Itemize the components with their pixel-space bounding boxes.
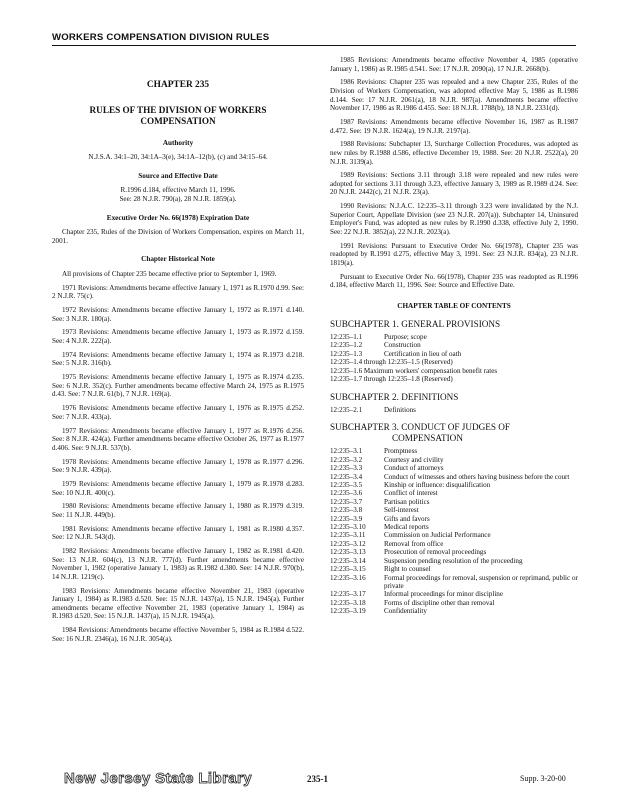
toc-section-title: Partisan politics (384, 497, 430, 506)
toc-row[interactable] (330, 498, 578, 506)
subchapter-heading: SUBCHAPTER 1. GENERAL PROVISIONS (330, 318, 501, 329)
subchapter-heading: SUBCHAPTER 2. DEFINITIONS (330, 391, 459, 402)
authority-text: N.J.S.A. 34:1–20, 34:1A–3(e), 34:1A–12(b), (c) and 34:15–64. (88, 153, 268, 162)
toc-section-number: 12:235–3.5 (330, 481, 363, 490)
toc-row[interactable]: 12:235–1.6 Maximum workers' compensation benefit rates (330, 366, 498, 375)
toc-section-number: 12:235–3.1 (330, 447, 363, 456)
toc-section-title: Forms of discipline other than removal (384, 598, 495, 607)
history-paragraph: 1971 Revisions: Amendments became effective January 1, 1971 as R.1970 d.99. See: 2 N.J.R. 75(c). (52, 283, 304, 301)
toc-list (330, 333, 578, 383)
toc-section-title: Definitions (384, 406, 416, 414)
toc-row[interactable] (330, 506, 578, 514)
toc-section-number: 12:235–3.6 (330, 489, 363, 498)
toc-section-number: 12:235–3.12 (330, 539, 366, 548)
toc-row[interactable] (330, 607, 578, 615)
history-paragraph: 1986 Revisions: Chapter 235 was repealed and a new Chapter 235, Rules of the Division of Workers Compensation, was adopted effective May 5, 1986 as R.1986 d.144. See: 17 N.J.R. 2061(a), 18 N.J.R. 987(a). Amendments became effective November 17, 1986 as R.1986 d.455. See: 18 N.J.R. 1788(b), 18 N.J.R. 2331(d). (330, 78, 578, 113)
source-heading: Source and Effective Date (138, 171, 218, 180)
history-paragraph: 1988 Revisions: Subchapter 13, Surcharge Collection Procedures, was adopted as new rules by R.1988 d.586, effective December 19, 1988. See: 20 N.J.R. 2522(a), 20 N.J.R. 3139(a). (330, 140, 578, 166)
subchapter-heading: SUBCHAPTER 3. CONDUCT OF JUDGES OF (330, 422, 511, 433)
history-paragraph: 1980 Revisions: Amendments became effective January 1, 1980 as R.1979 d.319. See: 11 N.J.R. 449(b). (52, 502, 304, 519)
toc-section-title: Conflict of interest (384, 489, 438, 498)
toc-row[interactable] (330, 565, 578, 573)
toc-row[interactable] (330, 406, 578, 414)
history-paragraph: 1974 Revisions: Amendments became effective January 1, 1974 as R.1973 d.218. See: 5 N.J.R. 316(b). (52, 350, 304, 368)
toc-section-number: 12:235–3.7 (330, 497, 363, 506)
toc-row[interactable] (330, 531, 578, 539)
history-paragraph: Pursuant to Executive Order No. 66(1978), Chapter 235 was readopted as R.1996 d.184, effective March 11, 1996. See: Source and Effective Date. (330, 272, 578, 290)
toc-section-number: 12:235–1.2 (330, 341, 363, 350)
history-paragraph: 1973 Revisions: Amendments became effective January 1, 1973 as R.1972 d.159. See: 4 N.J.R. 222(a). (52, 328, 304, 346)
chapter-title: CHAPTER 235 (146, 80, 210, 90)
toc-row[interactable]: 12:235–1.7 through 12:235–1.8 (Reserved) (330, 375, 453, 384)
history-paragraph: 1984 Revisions: Amendments became effective November 5, 1984 as R.1984 d.522. See: 16 N.J.R. 2346(a), 16 N.J.R. 3054(a). (52, 626, 304, 643)
toc-row[interactable] (330, 590, 578, 598)
toc-row[interactable] (330, 464, 578, 472)
toc-section-title: Commission on Judicial Performance (384, 531, 491, 540)
toc-section-number: 12:235–3.3 (330, 464, 363, 473)
toc-section-number: 12:235–3.13 (330, 548, 366, 557)
history-paragraph: 1979 Revisions: Amendments became effective January 1, 1979 as R.1978 d.283. See: 10 N.J.R. 400(c). (52, 479, 304, 497)
history-paragraph: 1987 Revisions: Amendments became effective November 16, 1987 as R.1987 d.472. See: 19 N.J.R. 1624(a), 19 N.J.R. 2197(a). (330, 117, 578, 135)
toc-section-title: Conduct of attorneys (384, 464, 444, 473)
toc-section-number: 12:235–3.10 (330, 523, 366, 532)
toc-section-title: Suspension pending resolution of the proceeding (384, 556, 523, 565)
toc-row[interactable] (330, 548, 578, 556)
toc-section-title: Informal proceedings for minor discipline (384, 590, 503, 599)
toc-row[interactable] (330, 350, 578, 358)
exec-order-heading: Executive Order No. 66(1978) Expiration Date (106, 213, 250, 222)
toc-row[interactable] (330, 540, 578, 548)
toc-section-number: 12:235–3.4 (330, 472, 363, 481)
history-paragraph: 1975 Revisions: Amendments became effective January 1, 1975 as R.1974 d.235. See: 6 N.J.R. 352(c). Further amendments became effective March 24, 1975 as R.1975 d.43. See: 7 N.J.R. 61(b), 7 N.J.R. 169(a). (52, 373, 304, 399)
toc-row[interactable] (330, 447, 578, 455)
toc-row[interactable] (330, 456, 578, 464)
toc-section-number: 12:235–3.2 (330, 455, 363, 464)
library-watermark: New Jersey State Library (64, 770, 253, 787)
toc-section-number: 12:235–3.14 (330, 556, 366, 565)
toc-section-number: 12:235–3.18 (330, 598, 366, 607)
history-paragraph: All provisions of Chapter 235 became effective prior to September 1, 1969. (62, 269, 277, 278)
left-column (52, 56, 304, 649)
toc-row[interactable] (330, 574, 578, 591)
rules-title-line2: COMPENSATION (140, 115, 216, 126)
source-line: See: 28 N.J.R. 790(a), 28 N.J.R. 1859(a). (119, 194, 237, 203)
toc-section-number: 12:235–1.1 (330, 333, 363, 342)
history-paragraph: 1991 Revisions: Pursuant to Executive Order No. 66(1978), Chapter 235 was readopted by R.1991 d.275, effective May 3, 1991. See: 23 N.J.R. 834(a), 23 N.J.R. 1819(a). (330, 241, 578, 267)
exec-order-text: Chapter 235, Rules of the Division of Workers Compensation, expires on March 11, 2001. (52, 228, 304, 245)
toc-section-title: Gifts and favors (384, 514, 430, 523)
toc-section-title: Removal from office (384, 539, 444, 548)
toc-section-title: Courtesy and civility (384, 455, 444, 464)
history-heading: Chapter Historical Note (141, 255, 215, 264)
history-paragraph: 1985 Revisions: Amendments became effective November 4, 1985 (operative January 1, 1986) as R.1985 d.541. See: 17 N.J.R. 2090(a), 17 N.J.R. 2668(b). (330, 56, 578, 73)
source-line: R.1996 d.184, effective March 11, 1996. (120, 186, 236, 195)
toc-section-title: Self-interest (384, 506, 419, 515)
history-paragraph: 1972 Revisions: Amendments became effective January 1, 1972 as R.1971 d.140. See: 3 N.J.R. 180(a). (52, 306, 304, 323)
rules-title-line1: RULES OF THE DIVISION OF WORKERS (89, 105, 267, 115)
toc-row[interactable] (330, 481, 578, 489)
toc-section-title: Purpose; scope (384, 333, 427, 342)
toc-list (330, 406, 578, 414)
toc-section-title: Construction (384, 341, 421, 350)
toc-section-number: 12:235–3.11 (330, 531, 366, 540)
history-paragraph: 1989 Revisions: Sections 3.11 through 3.18 were repealed and new rules were adopted for sections 3.11 through 3.23, effective January 3, 1989 as R.1989 d.24. See: 20 N.J.R. 2442(c), 21 N.J.R. 23(a). (330, 171, 578, 197)
toc-row[interactable] (330, 489, 578, 497)
toc-section-title: Promptness (384, 447, 418, 456)
toc-section-title: Kinship or influence: disqualification (384, 481, 491, 490)
toc-section-number: 12:235–3.9 (330, 514, 363, 523)
toc-section-number: 12:235–2.1 (330, 406, 363, 414)
right-column (330, 56, 578, 616)
toc-row[interactable]: 12:235–1.4 through 12:235–1.5 (Reserved) (330, 358, 453, 367)
toc-row[interactable] (330, 599, 578, 607)
toc-section-title: Right to counsel (384, 565, 431, 574)
toc-section-title: Medical reports (384, 523, 429, 532)
toc-section-title: Prosecution of removal proceedings (384, 548, 487, 557)
toc-row[interactable] (330, 557, 578, 565)
history-paragraph: 1983 Revisions: Amendments became effective November 21, 1983 (operative January 1, 1984) as R.1983 d.520. See: 15 N.J.R. 1437(a), 15 N.J.R. 1945(a). Further amendments became effective November 21, 1983 (operative January 1, 1984) as R.1983 d.520. See: 15 N.J.R. 1437(a), 15 N.J.R. 1945(a). (52, 586, 304, 621)
authority-heading: Authority (162, 138, 194, 147)
history-paragraph: 1990 Revisions: N.J.A.C. 12:235–3.11 through 3.23 were invalidated by the N.J. Superior Court, Appellate Division (see 23 N.J.R. 207(a)). Subchapter 14, Uninsured Employer's Fund, was adopted as new rules by R.1990 d.338, effective July 2, 1990. See: 22 N.J.R. 3852(a), 22 N.J.R. 2023(a). (330, 202, 578, 237)
toc-section-number: 12:235–3.17 (330, 590, 366, 599)
history-paragraph: 1976 Revisions: Amendments became effective January 1, 1976 as R.1975 d.252. See: 7 N.J.R. 433(a). (52, 404, 304, 421)
toc-section-number: 12:235–3.16 (330, 573, 366, 582)
toc-section-number: 12:235–3.19 (330, 607, 366, 616)
toc-section-number: 12:235–3.8 (330, 506, 363, 515)
toc-section-number: 12:235–1.3 (330, 349, 363, 358)
rules-title (52, 105, 304, 127)
toc-section-title: Conduct of witnesses and others having business before the court (384, 472, 570, 481)
left-history (52, 270, 304, 643)
toc-heading: CHAPTER TABLE OF CONTENTS (397, 301, 511, 310)
toc-row[interactable] (330, 333, 578, 341)
history-paragraph: 1977 Revisions: Amendments became effective January 1, 1977 as R.1976 d.256. See: 8 N.J.R. 424(a). Further amendments became effective October 26, 1977 as R.1977 d.406. See: 9 N.J.R. 537(b). (52, 426, 304, 452)
history-paragraph: 1978 Revisions: Amendments became effective January 1, 1978 as R.1977 d.296. See: 9 N.J.R. 439(a). (52, 457, 304, 475)
toc-section-title: Confidentiality (384, 607, 427, 616)
subchapter-heading-cont: COMPENSATION (392, 432, 463, 443)
toc-list (330, 447, 578, 615)
page-number: 235-1 (307, 774, 328, 784)
toc-section-title: Certification in lieu of oath (384, 349, 462, 358)
supplement-date: Supp. 3-20-00 (520, 774, 566, 783)
history-paragraph: 1981 Revisions: Amendments became effective January 1, 1981 as R.1980 d.357. See: 12 N.J.R. 543(d). (52, 524, 304, 542)
toc-section-title: Formal proceedings for removal, suspension or reprimand, public or private (384, 573, 578, 590)
toc-row[interactable] (330, 515, 578, 523)
running-head: WORKERS COMPENSATION DIVISION RULES (52, 32, 576, 46)
toc-row[interactable] (330, 473, 578, 481)
toc-section-number: 12:235–3.15 (330, 565, 366, 574)
toc-row[interactable] (330, 341, 578, 349)
toc-row[interactable] (330, 523, 578, 531)
history-paragraph: 1982 Revisions: Amendments became effective January 1, 1982 as R.1981 d.420. See: 13 N.J.R. 604(c), 13 N.J.R. 777(d). Further amendments became effective November 1, 1982 (operative January 1, 1983) as R.1982 d.380. See: 14 N.J.R. 970(b), 14 N.J.R. 1219(c). (52, 547, 304, 581)
